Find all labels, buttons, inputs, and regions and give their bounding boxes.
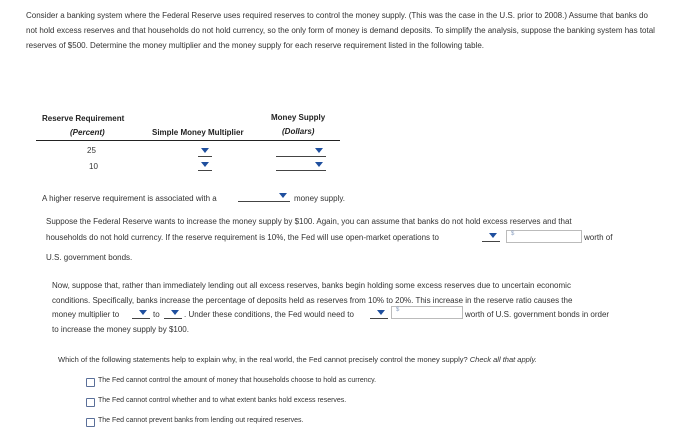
q1-text-before: A higher reserve requirement is associated with a [42, 194, 217, 203]
multiplier-dropdown-row2[interactable] [198, 160, 212, 171]
q3-amount-input[interactable]: $ [391, 306, 463, 319]
q1-higher-lower-dropdown[interactable] [238, 191, 290, 202]
q3-buy-sell-dropdown[interactable] [370, 308, 388, 319]
header-dollars: (Dollars) [282, 127, 315, 136]
q3-multiplier-from-dropdown[interactable] [132, 308, 150, 319]
chevron-down-icon [201, 148, 209, 153]
intro-paragraph: Consider a banking system where the Federal Reserve uses required reserves to control the money supply. (This was the case in the U.S. prior to 2008.) Assume that banks do not hold excess reserves and that households do not hold currency, so the only form of money is demand deposits. To simplify the analysis, suppose the banking system has total reserves of $500. Determine the money multiplier and the money supply for each reserve requirement listed in the following table. [26, 11, 655, 50]
option2-checkbox[interactable] [86, 398, 95, 407]
q3-mult-text: money multiplier to [52, 310, 120, 319]
header-money-supply: Money Supply [271, 113, 326, 122]
q4-prompt: Which of the following statements help to explain why, in the real world, the Fed cannot precisely control the money supply? Check all that apply. [58, 355, 537, 364]
chevron-down-icon [201, 162, 209, 167]
q2-line3: U.S. government bonds. [46, 253, 133, 262]
money-supply-dropdown-row1[interactable] [276, 146, 326, 157]
q2-buy-sell-dropdown[interactable] [482, 231, 500, 242]
q4-hint: Check all that apply. [469, 355, 537, 364]
q3-line1: Now, suppose that, rather than immediately lending out all excess reserves, banks begin holding some excess reserves due to uncertain economic [52, 281, 571, 290]
chevron-down-icon [315, 148, 323, 153]
q2-line1: Suppose the Federal Reserve wants to increase the money supply by $100. Again, you can assume that banks do not hold excess reserves and that [46, 217, 572, 226]
option3-label: The Fed cannot prevent banks from lending out required reserves. [98, 417, 304, 424]
q2-line2: households do not hold currency. If the reserve requirement is 10%, the Fed will use open-market operations to [46, 233, 439, 242]
q3-line2: conditions. Specifically, banks increase the percentage of deposits held as reserves from 10% to 20%. This increase in the reserve ratio causes the [52, 296, 573, 305]
q2-text-after: worth of [584, 233, 613, 242]
q3-line4: to increase the money supply by $100. [52, 325, 189, 334]
q2-amount-input[interactable]: $ [506, 230, 582, 243]
row-reserve-10: 10 [89, 162, 98, 171]
chevron-down-icon [171, 310, 179, 315]
table-header-rule [36, 140, 340, 141]
option2-label: The Fed cannot control whether and to what extent banks hold excess reserves. [98, 397, 347, 404]
row-reserve-25: 25 [87, 146, 96, 155]
chevron-down-icon [139, 310, 147, 315]
multiplier-dropdown-row1[interactable] [198, 146, 212, 157]
header-money-multiplier: Simple Money Multiplier [152, 128, 244, 137]
q3-to-text: to [153, 310, 160, 319]
option3-checkbox[interactable] [86, 418, 95, 427]
chevron-down-icon [315, 162, 323, 167]
q3-multiplier-to-dropdown[interactable] [164, 308, 182, 319]
header-reserve-requirement: Reserve Requirement [42, 114, 125, 123]
money-supply-dropdown-row2[interactable] [276, 160, 326, 171]
q3-under-text: . Under these conditions, the Fed would need to [184, 310, 354, 319]
chevron-down-icon [489, 233, 497, 238]
chevron-down-icon [279, 193, 287, 198]
option1-label: The Fed cannot control the amount of money that households choose to hold as currency. [98, 377, 377, 384]
q3-text-after: worth of U.S. government bonds in order [465, 310, 610, 319]
header-percent: (Percent) [70, 128, 105, 137]
chevron-down-icon [377, 310, 385, 315]
option1-checkbox[interactable] [86, 378, 95, 387]
q1-text-after: money supply. [294, 194, 345, 203]
